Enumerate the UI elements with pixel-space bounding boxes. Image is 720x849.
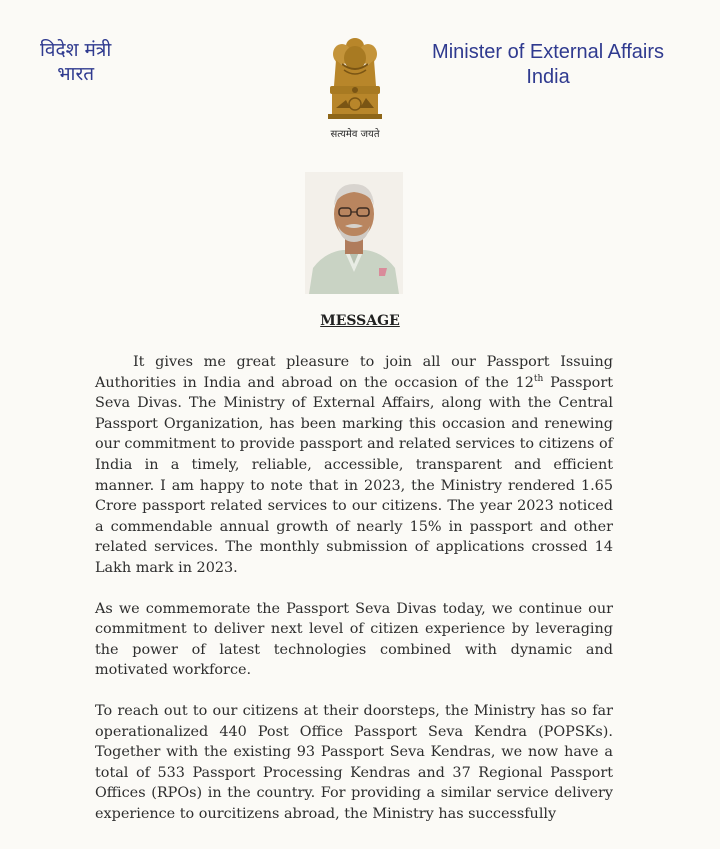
message-paragraph-3: To reach out to our citizens at their doorsteps, the Ministry has so far operationalized 440 Post Office Passport Seva Kendra (POPSKs). Together with the existing 93 Passport Seva Kendras, we now have a total of 533 Passport Processing Kendras and 37 Regional Passport Offices (RPOs) in the country. For providing a similar service delivery experience to ourcitizens abroad, the Ministry has successfully bbox=[95, 702, 613, 822]
paragraph-1-text-a: It gives me great pleasure to join all our Passport Issuing Authorities in India and abroad on the occasion of the 12 bbox=[95, 354, 613, 391]
message-paragraph-1 bbox=[95, 352, 613, 579]
letterhead-english-country: India bbox=[526, 66, 570, 88]
minister-portrait bbox=[305, 172, 403, 294]
message-body bbox=[95, 352, 613, 844]
paragraph-1-text-b: Passport Seva Divas. The Ministry of External Affairs, along with the Central Passport Organization, has been marking this occasion and renewing our commitment to provide passport and related services to citizens of India in a timely, reliable, accessible, transparent and efficient manner. I am happy to note that in 2023, the Ministry rendered 1.65 Crore passport related services to our citizens. The year 2023 noticed a commendable annual growth of nearly 15% in passport and other related services. The monthly submission of applications crossed 14 Lakh mark in 2023. bbox=[95, 374, 613, 576]
ordinal-suffix: th bbox=[533, 373, 544, 384]
emblem-motto: सत्यमेव जयते bbox=[330, 129, 380, 140]
letterhead-hindi bbox=[40, 38, 111, 86]
letterhead-english bbox=[432, 40, 664, 90]
letterhead-hindi-country: भारत bbox=[57, 63, 95, 85]
letterhead-english-title: Minister of External Affairs bbox=[432, 41, 664, 63]
message-paragraph-2: As we commemorate the Passport Seva Divas today, we continue our commitment to deliver next level of citizen experience by leveraging the power of latest technologies combined with dynamic and motivated workforce. bbox=[95, 600, 613, 679]
message-title: MESSAGE bbox=[320, 313, 400, 329]
letterhead-hindi-title: विदेश मंत्री bbox=[40, 39, 112, 61]
